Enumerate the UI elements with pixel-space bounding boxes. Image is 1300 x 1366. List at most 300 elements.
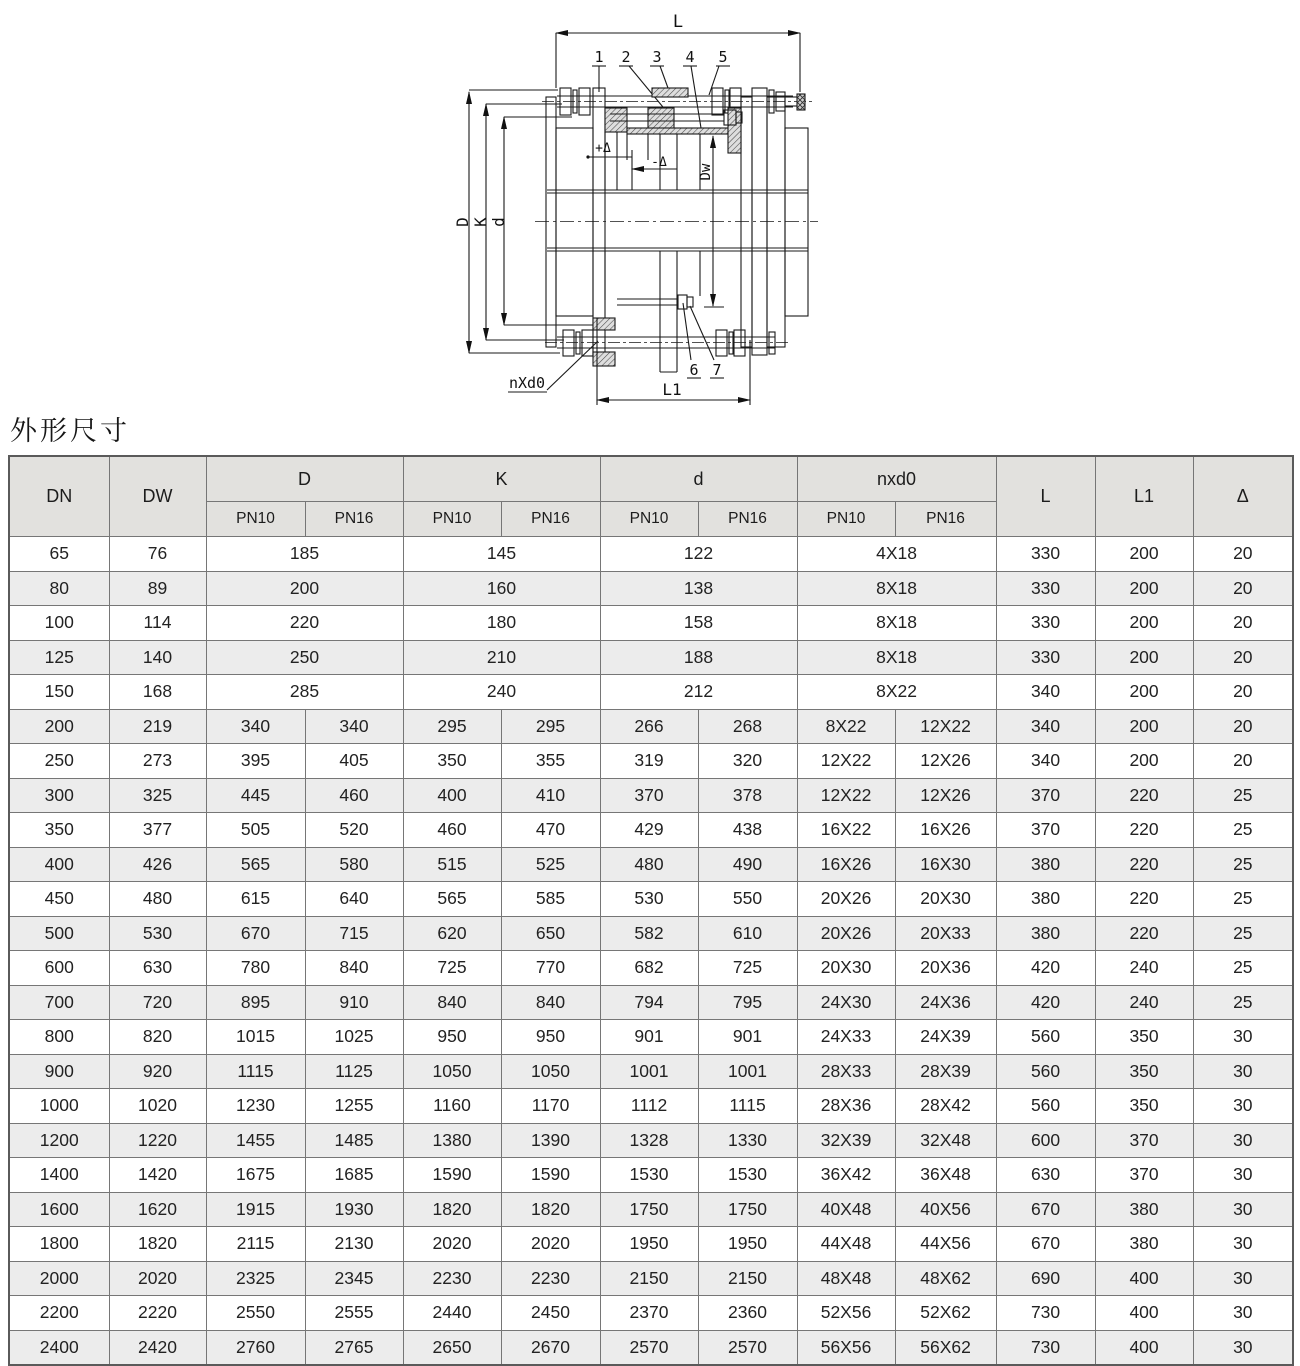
- cell: 30: [1193, 1054, 1293, 1089]
- cell: 630: [996, 1158, 1095, 1193]
- cell: 250: [9, 744, 109, 779]
- cell: 565: [403, 882, 501, 917]
- cell: 2115: [206, 1227, 305, 1262]
- cell: 200: [9, 709, 109, 744]
- cell: 220: [206, 606, 403, 641]
- part-label-1: 1: [594, 48, 604, 66]
- cell: 188: [600, 640, 797, 675]
- cell: 20: [1193, 744, 1293, 779]
- cell: 36X48: [895, 1158, 996, 1193]
- cell: 438: [698, 813, 797, 848]
- cell: 1930: [305, 1192, 403, 1227]
- dim-label-l1: L1: [662, 380, 682, 399]
- col-header-k: K: [403, 456, 600, 502]
- cell: 20X26: [797, 882, 895, 917]
- table-body: [9, 537, 1293, 1366]
- cell: 200: [1095, 537, 1193, 572]
- cell: 25: [1193, 882, 1293, 917]
- cell: 550: [698, 882, 797, 917]
- cell: 730: [996, 1296, 1095, 1331]
- cell: 1685: [305, 1158, 403, 1193]
- cell: 410: [501, 778, 600, 813]
- cell: 25: [1193, 951, 1293, 986]
- cell: 20X36: [895, 951, 996, 986]
- cell: 40X48: [797, 1192, 895, 1227]
- cell: 895: [206, 985, 305, 1020]
- cell: 240: [403, 675, 600, 710]
- cell: 426: [109, 847, 206, 882]
- col-header-l1: L1: [1095, 456, 1193, 537]
- cell: 420: [996, 985, 1095, 1020]
- cell: 560: [996, 1054, 1095, 1089]
- cell: 380: [996, 882, 1095, 917]
- cell: 2555: [305, 1296, 403, 1331]
- cell: 20X30: [895, 882, 996, 917]
- cell: 12X22: [895, 709, 996, 744]
- cell: 565: [206, 847, 305, 882]
- cell: 330: [996, 571, 1095, 606]
- cell: 901: [698, 1020, 797, 1055]
- cell: 2020: [109, 1261, 206, 1296]
- cell: 30: [1193, 1158, 1293, 1193]
- cell: 1915: [206, 1192, 305, 1227]
- cell: 1112: [600, 1089, 698, 1124]
- cell: 2020: [403, 1227, 501, 1262]
- cell: 400: [1095, 1261, 1193, 1296]
- cell: 2570: [600, 1330, 698, 1365]
- cell: 16X22: [797, 813, 895, 848]
- cell: 1950: [600, 1227, 698, 1262]
- dim-label-dw: Dw: [698, 163, 714, 181]
- cell: 370: [600, 778, 698, 813]
- cell: 630: [109, 951, 206, 986]
- cell: 2220: [109, 1296, 206, 1331]
- cell: 2760: [206, 1330, 305, 1365]
- cell: 670: [996, 1192, 1095, 1227]
- cell: 800: [9, 1020, 109, 1055]
- cell: 24X30: [797, 985, 895, 1020]
- cell: 180: [403, 606, 600, 641]
- cell: 2440: [403, 1296, 501, 1331]
- cell: 20X26: [797, 916, 895, 951]
- cell: 770: [501, 951, 600, 986]
- cell: 30: [1193, 1020, 1293, 1055]
- cell: 460: [305, 778, 403, 813]
- dim-label-l: L: [672, 12, 684, 32]
- cell: 28X39: [895, 1054, 996, 1089]
- col-header-dw: DW: [109, 456, 206, 537]
- cell: 268: [698, 709, 797, 744]
- cell: 30: [1193, 1123, 1293, 1158]
- table-row: [9, 778, 1293, 813]
- sub-header-pn16: PN16: [501, 502, 600, 537]
- cell: 780: [206, 951, 305, 986]
- cell: 1125: [305, 1054, 403, 1089]
- cell: 25: [1193, 778, 1293, 813]
- section-title: 外形尺寸: [10, 416, 130, 446]
- sub-header-pn10: PN10: [600, 502, 698, 537]
- table-row: [9, 1261, 1293, 1296]
- cell: 795: [698, 985, 797, 1020]
- cell: 515: [403, 847, 501, 882]
- cell: 300: [9, 778, 109, 813]
- cell: 2650: [403, 1330, 501, 1365]
- cell: 910: [305, 985, 403, 1020]
- cell: 730: [996, 1330, 1095, 1365]
- cell: 2325: [206, 1261, 305, 1296]
- part-label-4: 4: [685, 48, 695, 66]
- cell: 80: [9, 571, 109, 606]
- cell: 185: [206, 537, 403, 572]
- cell: 715: [305, 916, 403, 951]
- cell: 1220: [109, 1123, 206, 1158]
- cell: 350: [1095, 1020, 1193, 1055]
- cell: 615: [206, 882, 305, 917]
- cell: 220: [1095, 916, 1193, 951]
- cell: 600: [996, 1123, 1095, 1158]
- cell: 480: [600, 847, 698, 882]
- cell: 650: [501, 916, 600, 951]
- cell: 1675: [206, 1158, 305, 1193]
- cell: 1115: [206, 1054, 305, 1089]
- cell: 355: [501, 744, 600, 779]
- table-row: [9, 1123, 1293, 1158]
- part-label-2: 2: [621, 48, 631, 66]
- cell: 200: [1095, 606, 1193, 641]
- cell: 32X39: [797, 1123, 895, 1158]
- col-header-delta: Δ: [1193, 456, 1293, 537]
- cell: 220: [1095, 813, 1193, 848]
- cell: 400: [9, 847, 109, 882]
- cell: 12X22: [797, 778, 895, 813]
- cell: 20: [1193, 640, 1293, 675]
- cell: 65: [9, 537, 109, 572]
- cell: 1050: [403, 1054, 501, 1089]
- cell: 44X56: [895, 1227, 996, 1262]
- cell: 295: [403, 709, 501, 744]
- cell: 1590: [403, 1158, 501, 1193]
- cell: 470: [501, 813, 600, 848]
- cell: 1820: [501, 1192, 600, 1227]
- cell: 2150: [698, 1261, 797, 1296]
- table-row: [9, 744, 1293, 779]
- table-row: [9, 571, 1293, 606]
- cell: 490: [698, 847, 797, 882]
- dim-label-d-small: d: [489, 217, 508, 227]
- cell: 1590: [501, 1158, 600, 1193]
- cell: 500: [9, 916, 109, 951]
- cell: 2150: [600, 1261, 698, 1296]
- cell: 12X22: [797, 744, 895, 779]
- cell: 2360: [698, 1296, 797, 1331]
- drawing-labels: [453, 12, 728, 399]
- cell: 378: [698, 778, 797, 813]
- cell: 1170: [501, 1089, 600, 1124]
- cell: 1620: [109, 1192, 206, 1227]
- cell: 2230: [501, 1261, 600, 1296]
- cell: 1001: [600, 1054, 698, 1089]
- cell: 1255: [305, 1089, 403, 1124]
- cell: 480: [109, 882, 206, 917]
- cell: 530: [600, 882, 698, 917]
- cell: 950: [501, 1020, 600, 1055]
- cell: 266: [600, 709, 698, 744]
- sub-header-pn10: PN10: [403, 502, 501, 537]
- cell: 150: [9, 675, 109, 710]
- col-header-nxd0: nxd0: [797, 456, 996, 502]
- cell: 20: [1193, 675, 1293, 710]
- table-row: [9, 1296, 1293, 1331]
- cell: 682: [600, 951, 698, 986]
- cell: 380: [1095, 1227, 1193, 1262]
- cell: 340: [996, 744, 1095, 779]
- table-row: [9, 675, 1293, 710]
- cell: 1050: [501, 1054, 600, 1089]
- cell: 122: [600, 537, 797, 572]
- table-header: [9, 456, 1293, 537]
- cell: 56X56: [797, 1330, 895, 1365]
- cell: 52X56: [797, 1296, 895, 1331]
- cell: 370: [996, 813, 1095, 848]
- cell: 220: [1095, 882, 1193, 917]
- cell: 400: [403, 778, 501, 813]
- cell: 220: [1095, 778, 1193, 813]
- cell: 168: [109, 675, 206, 710]
- table-row: [9, 847, 1293, 882]
- cell: 1400: [9, 1158, 109, 1193]
- cell: 2400: [9, 1330, 109, 1365]
- cell: 370: [996, 778, 1095, 813]
- part-label-5: 5: [718, 48, 728, 66]
- cell: 240: [1095, 985, 1193, 1020]
- cell: 240: [1095, 951, 1193, 986]
- cell: 725: [698, 951, 797, 986]
- cell: 2345: [305, 1261, 403, 1296]
- cell: 30: [1193, 1089, 1293, 1124]
- cell: 2370: [600, 1296, 698, 1331]
- cell: 140: [109, 640, 206, 675]
- table-row: [9, 813, 1293, 848]
- drawing-geometry: [469, 33, 818, 405]
- cell: 1530: [698, 1158, 797, 1193]
- technical-drawing: [0, 0, 1300, 455]
- sub-header-pn10: PN10: [206, 502, 305, 537]
- cell: 582: [600, 916, 698, 951]
- cell: 840: [403, 985, 501, 1020]
- cell: 377: [109, 813, 206, 848]
- cell: 350: [403, 744, 501, 779]
- cell: 1328: [600, 1123, 698, 1158]
- dim-label-minus-delta: -Δ: [651, 155, 667, 170]
- cell: 32X48: [895, 1123, 996, 1158]
- cell: 340: [996, 675, 1095, 710]
- cell: 20: [1193, 709, 1293, 744]
- cell: 400: [1095, 1330, 1193, 1365]
- cell: 420: [996, 951, 1095, 986]
- cell: 12X26: [895, 744, 996, 779]
- cell: 400: [1095, 1296, 1193, 1331]
- cell: 36X42: [797, 1158, 895, 1193]
- sub-header-pn16: PN16: [895, 502, 996, 537]
- cell: 8X18: [797, 640, 996, 675]
- cell: 505: [206, 813, 305, 848]
- cell: 1115: [698, 1089, 797, 1124]
- sub-header-pn16: PN16: [698, 502, 797, 537]
- cell: 560: [996, 1020, 1095, 1055]
- cell: 520: [305, 813, 403, 848]
- cell: 2765: [305, 1330, 403, 1365]
- cell: 1330: [698, 1123, 797, 1158]
- table-row: [9, 1227, 1293, 1262]
- cell: 24X36: [895, 985, 996, 1020]
- cell: 901: [600, 1020, 698, 1055]
- table-row: [9, 1020, 1293, 1055]
- cell: 2200: [9, 1296, 109, 1331]
- cell: 2550: [206, 1296, 305, 1331]
- cell: 2420: [109, 1330, 206, 1365]
- cell: 138: [600, 571, 797, 606]
- cell: 220: [1095, 847, 1193, 882]
- cell: 700: [9, 985, 109, 1020]
- cell: 1820: [403, 1192, 501, 1227]
- cell: 429: [600, 813, 698, 848]
- table-row: [9, 640, 1293, 675]
- cell: 25: [1193, 847, 1293, 882]
- table-row: [9, 709, 1293, 744]
- table-row: [9, 985, 1293, 1020]
- cell: 12X26: [895, 778, 996, 813]
- cell: 273: [109, 744, 206, 779]
- cell: 250: [206, 640, 403, 675]
- cell: 56X62: [895, 1330, 996, 1365]
- cell: 340: [305, 709, 403, 744]
- cell: 560: [996, 1089, 1095, 1124]
- cell: 30: [1193, 1192, 1293, 1227]
- cell: 24X39: [895, 1020, 996, 1055]
- cell: 950: [403, 1020, 501, 1055]
- cell: 25: [1193, 916, 1293, 951]
- table-row: [9, 1158, 1293, 1193]
- cell: 200: [206, 571, 403, 606]
- cell: 1025: [305, 1020, 403, 1055]
- cell: 20X33: [895, 916, 996, 951]
- cell: 370: [1095, 1123, 1193, 1158]
- cell: 670: [996, 1227, 1095, 1262]
- cell: 28X33: [797, 1054, 895, 1089]
- cell: 1800: [9, 1227, 109, 1262]
- part-label-6: 6: [689, 361, 699, 379]
- cell: 350: [1095, 1054, 1193, 1089]
- cell: 210: [403, 640, 600, 675]
- cell: 1530: [600, 1158, 698, 1193]
- cell: 380: [996, 847, 1095, 882]
- cell: 1015: [206, 1020, 305, 1055]
- cell: 76: [109, 537, 206, 572]
- cell: 100: [9, 606, 109, 641]
- part-label-7: 7: [712, 361, 722, 379]
- cell: 200: [1095, 675, 1193, 710]
- cell: 30: [1193, 1330, 1293, 1365]
- cell: 350: [9, 813, 109, 848]
- cell: 1390: [501, 1123, 600, 1158]
- cell: 2000: [9, 1261, 109, 1296]
- cell: 200: [1095, 709, 1193, 744]
- cell: 330: [996, 640, 1095, 675]
- cell: 670: [206, 916, 305, 951]
- cell: 720: [109, 985, 206, 1020]
- col-header-d-small: d: [600, 456, 797, 502]
- cell: 1200: [9, 1123, 109, 1158]
- cell: 794: [600, 985, 698, 1020]
- cell: 8X22: [797, 675, 996, 710]
- cell: 44X48: [797, 1227, 895, 1262]
- cell: 920: [109, 1054, 206, 1089]
- table-row: [9, 537, 1293, 572]
- cell: 620: [403, 916, 501, 951]
- cell: 640: [305, 882, 403, 917]
- cell: 580: [305, 847, 403, 882]
- cell: 25: [1193, 813, 1293, 848]
- cell: 725: [403, 951, 501, 986]
- table-row: [9, 1192, 1293, 1227]
- cell: 330: [996, 537, 1095, 572]
- cell: 325: [109, 778, 206, 813]
- cell: 2130: [305, 1227, 403, 1262]
- cell: 530: [109, 916, 206, 951]
- sub-header-pn10: PN10: [797, 502, 895, 537]
- cell: 125: [9, 640, 109, 675]
- cell: 600: [9, 951, 109, 986]
- cell: 20X30: [797, 951, 895, 986]
- cell: 1950: [698, 1227, 797, 1262]
- cell: 900: [9, 1054, 109, 1089]
- dim-label-plus-delta: +Δ: [595, 141, 611, 156]
- cell: 380: [1095, 1192, 1193, 1227]
- cell: 30: [1193, 1296, 1293, 1331]
- cell: 28X36: [797, 1089, 895, 1124]
- cell: 219: [109, 709, 206, 744]
- cell: 8X18: [797, 606, 996, 641]
- cell: 48X48: [797, 1261, 895, 1296]
- table-row: [9, 916, 1293, 951]
- cell: 1485: [305, 1123, 403, 1158]
- cell: 295: [501, 709, 600, 744]
- cell: 114: [109, 606, 206, 641]
- table-row: [9, 1054, 1293, 1089]
- cell: 350: [1095, 1089, 1193, 1124]
- cell: 40X56: [895, 1192, 996, 1227]
- cell: 200: [1095, 571, 1193, 606]
- cell: 1750: [698, 1192, 797, 1227]
- cell: 2570: [698, 1330, 797, 1365]
- cell: 460: [403, 813, 501, 848]
- cell: 48X62: [895, 1261, 996, 1296]
- cell: 690: [996, 1261, 1095, 1296]
- cell: 52X62: [895, 1296, 996, 1331]
- cell: 840: [501, 985, 600, 1020]
- cell: 285: [206, 675, 403, 710]
- cell: 1600: [9, 1192, 109, 1227]
- cell: 380: [996, 916, 1095, 951]
- cell: 30: [1193, 1227, 1293, 1262]
- cell: 1000: [9, 1089, 109, 1124]
- col-header-dn: DN: [9, 456, 109, 537]
- cell: 525: [501, 847, 600, 882]
- dimensions-table: [8, 455, 1294, 1366]
- cell: 8X22: [797, 709, 895, 744]
- table-row: [9, 1330, 1293, 1365]
- cell: 212: [600, 675, 797, 710]
